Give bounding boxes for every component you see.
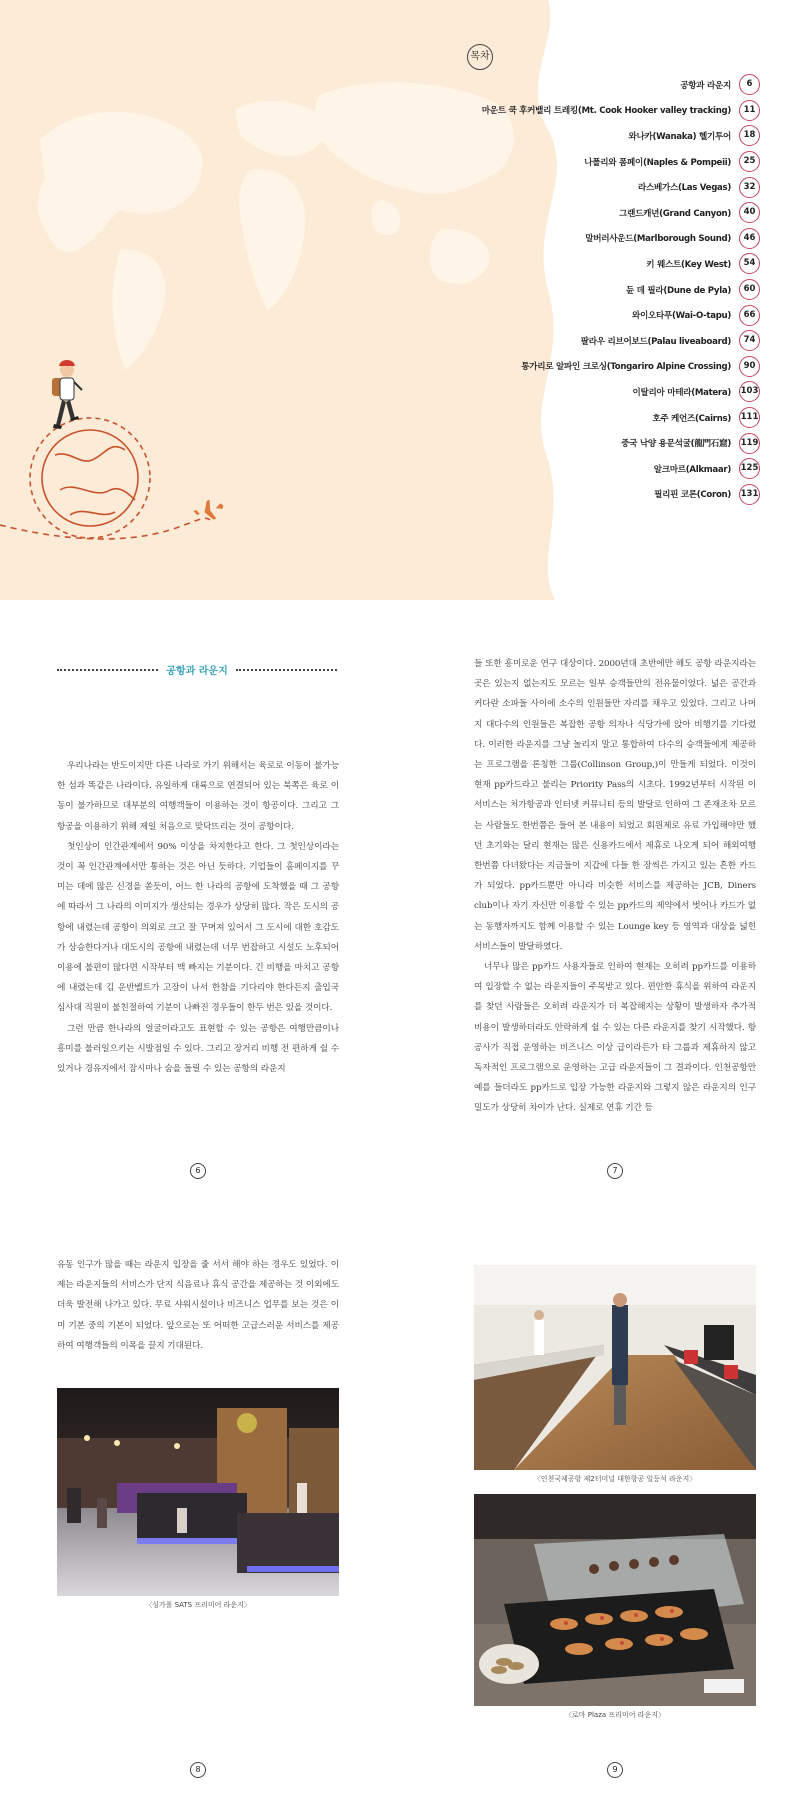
toc-item-page: 6 [739,74,760,95]
page8-paragraph: 유동 인구가 많을 때는 라운지 입장을 줄 서서 해야 하는 경우도 있었다. 이제는 라운지들의 서비스가 단지 식음료나 휴식 공간을 제공하는 것 이외에도 더욱 발전해 나가고 있다. 무료 샤워시설이나 비즈니스 업무를 보는 것은 이미 기본 중의 기본이 되었다. 앞으로는 또 어떠한 고급스러운 서비스를 제공하여 여행객들의 이목을 끌지 기대된다. [57,1260,339,1351]
toc-item-title: 필리핀 코론(Coron) [654,490,731,501]
toc-item-page: 25 [739,151,760,172]
chapter-heading-text: 공항과 라운지 [166,666,228,677]
page-number-8: 8 [190,1762,206,1778]
toc-item-title: 와나카(Wanaka) 헬기투어 [628,131,731,142]
toc-item[interactable] [480,123,760,149]
toc-item-page: 46 [739,228,760,249]
page8-body [57,1255,339,1356]
page-number-6: 6 [190,1163,206,1179]
toc-item-page: 54 [739,253,760,274]
photo-singapore-lounge [57,1388,339,1596]
page6-paragraph: 그런 만큼 한나라의 얼굴이라고도 표현할 수 있는 공항은 여행만큼이나 흥미를 불러일으키는 시발점일 수 있다. 그리고 장거리 비행 전 편하게 쉴 수 있거나 경유지에서 잠시마나 숨을 돌릴 수 있는 공항의 라운지 [57,1023,339,1075]
toc-item-page: 125 [739,458,760,479]
toc-item[interactable] [480,277,760,303]
toc-item-title: 마운트 쿡 후커밸리 트레킹(Mt. Cook Hooker valley tracking) [481,106,731,117]
toc-list [480,72,760,507]
toc-item-title: 듄 데 필라(Dune de Pyla) [625,285,731,296]
photo-incheon-lounge [474,1265,756,1470]
toc-item-title: 공항과 라운지 [680,80,731,91]
toc-item-page: 74 [739,330,760,351]
photo-rome-lounge [474,1494,756,1706]
toc-item-page: 18 [739,125,760,146]
toc-item-page: 60 [739,279,760,300]
chapter-heading [57,662,337,677]
toc-item-page: 111 [739,407,760,428]
toc-item[interactable] [480,226,760,252]
toc-item[interactable] [480,174,760,200]
toc-item[interactable] [480,200,760,226]
toc-item-page: 32 [739,177,760,198]
dotted-rule-left [57,669,158,671]
page7-paragraph: 들 또한 흥미로운 연구 대상이다. 2000년대 초반에만 해도 공항 라운지라는 곳은 있는지 없는지도 모르는 일부 승객들만의 전유물이었다. 넓은 공간과 커다란 소파들 사이에 소수의 인원들만 자리를 채우고 있었다. 그리고 나머지 대다수의 인원들은 복잡한 공항 의자나 식당가에 앉아 비행기를 기다렸다. 이러한 라운지를 그냥 놀리지 말고 통합하여 다수의 승객들에게 제공하는 프로그램을 론칭한 그룹(Collinson Group,)이 만들게 되었다. 이것이 현재 pp카드라고 불리는 Priority Pass의 시초다. 1992년부터 시작된 이 서비스는 처가항공과 인터넷 커뮤니티 등의 발달로 인하여 그 존재조차 모르는 사람들도 한번쯤은 들어 본 내용이 되었고 회원제로 유료 가입해야만 했던 초기와는 달리 현재는 많은 신용카드에서 제휴로 나오게 되어 해외여행 한번쯤 다녀왔다는 지금들이 지갑에 다들 한 장씩은 가지고 있는 흔한 카드가 되었다. pp카드뿐만 아니라 비슷한 서비스를 제공하는 JCB, Diners club이나 자기 자신만 이용할 수 있는 pp카드의 제약에서 벗어나 카드가 없는 동행자까지도 함께 이용할 수 있는 Lounge key 등 영역과 대상을 넓힌 서비스들이 발달하였다. [474,659,756,952]
photo-caption: 〈로마 Plaza 프리미어 라운지〉 [565,1711,665,1719]
toc-item-page: 103 [739,381,760,402]
photo-caption: 〈인천국제공항 제2터미널 대한항공 일등석 라운지〉 [533,1475,697,1483]
toc-item-title: 호주 케언즈(Cairns) [652,413,731,424]
toc-item[interactable] [480,72,760,98]
toc-item-page: 131 [739,484,760,505]
toc-item-title: 통가리로 알파인 크로싱(Tongariro Alpine Crossing) [521,362,731,373]
toc-item-title: 나폴리와 폼페이(Naples & Pompeii) [584,157,731,168]
toc-item-title: 라스베가스(Las Vegas) [637,183,731,194]
toc-item[interactable] [480,456,760,482]
toc-item[interactable] [480,302,760,328]
page6-paragraph: 우리나라는 반도이지만 다른 나라로 가기 위해서는 육로로 이동이 불가능한 섬과 똑같은 나라이다. 유일하게 대륙으로 연결되어 있는 북쪽은 육로 이동이 불가하므로 대부분의 여행객들이 이용하는 것이 항공이다. 그리고 그 항공을 이용하기 위해 제일 처음으로 맞닥뜨리는 것이 공항이다. [57,761,339,832]
page6-body [57,756,339,1079]
toc-item-page: 90 [739,356,760,377]
toc-item[interactable] [480,379,760,405]
toc-item-title: 이탈리아 마테라(Matera) [632,387,731,398]
toc-item-page: 40 [739,202,760,223]
toc-item-title: 알크마르(Alkmaar) [653,464,731,475]
dotted-rule-right [236,669,337,671]
toc-item-title: 말버러사운드(Marlborough Sound) [585,234,731,245]
page-number-9: 9 [607,1762,623,1778]
toc-item[interactable] [480,430,760,456]
toc-item-title: 팔라우 리브어보드(Palau liveaboard) [580,336,731,347]
page6-paragraph: 첫인상이 인간관계에서 90% 이상을 차지한다고 한다. 그 첫인상이라는 것이 꼭 인간관계에서만 통하는 것은 아닌 듯하다. 기업들이 홈페이지를 꾸미는 데에 많은 신경을 쏟듯이, 어느 한 나라의 공항에 도착했을 때 그 공항에 따라서 그 나라의 이미지가 생산되는 경우가 상당히 많다. 작은 도시의 공항에 내렸는데 공항이 의외로 크고 잘 꾸며져 있어서 그 도시에 대한 호감도가 상승한다거나 대도시의 공항에 내렸는데 너무 번잡하고 시설도 노후되어 이용에 불편이 많다면 시작부터 맥 빠지는 기분이다. 긴 비행을 마치고 공항에 내렸는데 김 운반벨트가 고장이 나서 한참을 기다리야 한다든지 출입국 심사대 직원이 불친절하여 기분이 나빠진 경우들이 한두 번은 있을 것이다. [57,841,339,1014]
toc-item[interactable] [480,251,760,277]
lounge-photo-image [57,1388,339,1596]
page7-paragraph: 너무나 많은 pp카드 사용자들로 인하여 현재는 오히려 pp카드를 이용하여 입장할 수 없는 라운지들이 주목받고 있다. 편안한 휴식을 위하여 라운지를 찾던 사람들은 오히려 라운지가 더 복잡해지는 상황이 발생하자 추가적 비용이 발생하더라도 안락하게 쉴 수 있는 다른 라운지를 찾기 시작했다. 항공사가 직접 운영하는 비즈니스 이상 급이라든가 타 그룹과 제휴하지 않고 독자적인 프로그램으로 운영하는 고급 라운지들이 그 결과이다. 인천공항만 예를 들더라도 pp카드로 입장 가능한 라운지와 그렇지 않은 라운지의 인구 밀도가 상당히 차이가 난다. 실제로 연휴 기간 등 [474,962,756,1114]
toc-item[interactable] [480,149,760,175]
toc-item-title: 키 웨스트(Key West) [646,259,731,270]
toc-item-page: 66 [739,305,760,326]
toc-section [0,0,810,600]
toc-item-title: 중국 낙양 용문석굴(龍門石窟) [621,439,731,450]
toc-item-title: 와이오타푸(Wai-O-tapu) [632,311,731,322]
toc-item[interactable] [480,354,760,380]
toc-item-title: 그랜드캐년(Grand Canyon) [619,208,731,219]
lounge-photo-image [474,1265,756,1470]
toc-item[interactable] [480,98,760,124]
toc-title: 목차 [467,44,493,70]
toc-item[interactable] [480,328,760,354]
toc-item[interactable] [480,405,760,431]
toc-item-page: 119 [739,433,760,454]
food-photo-image [474,1494,756,1706]
page-number-7: 7 [607,1163,623,1179]
page7-body [474,654,756,1119]
toc-item[interactable] [480,482,760,508]
toc-item-page: 11 [739,100,760,121]
photo-caption: 〈싱가폴 SATS 프리미어 라운지〉 [145,1601,251,1609]
